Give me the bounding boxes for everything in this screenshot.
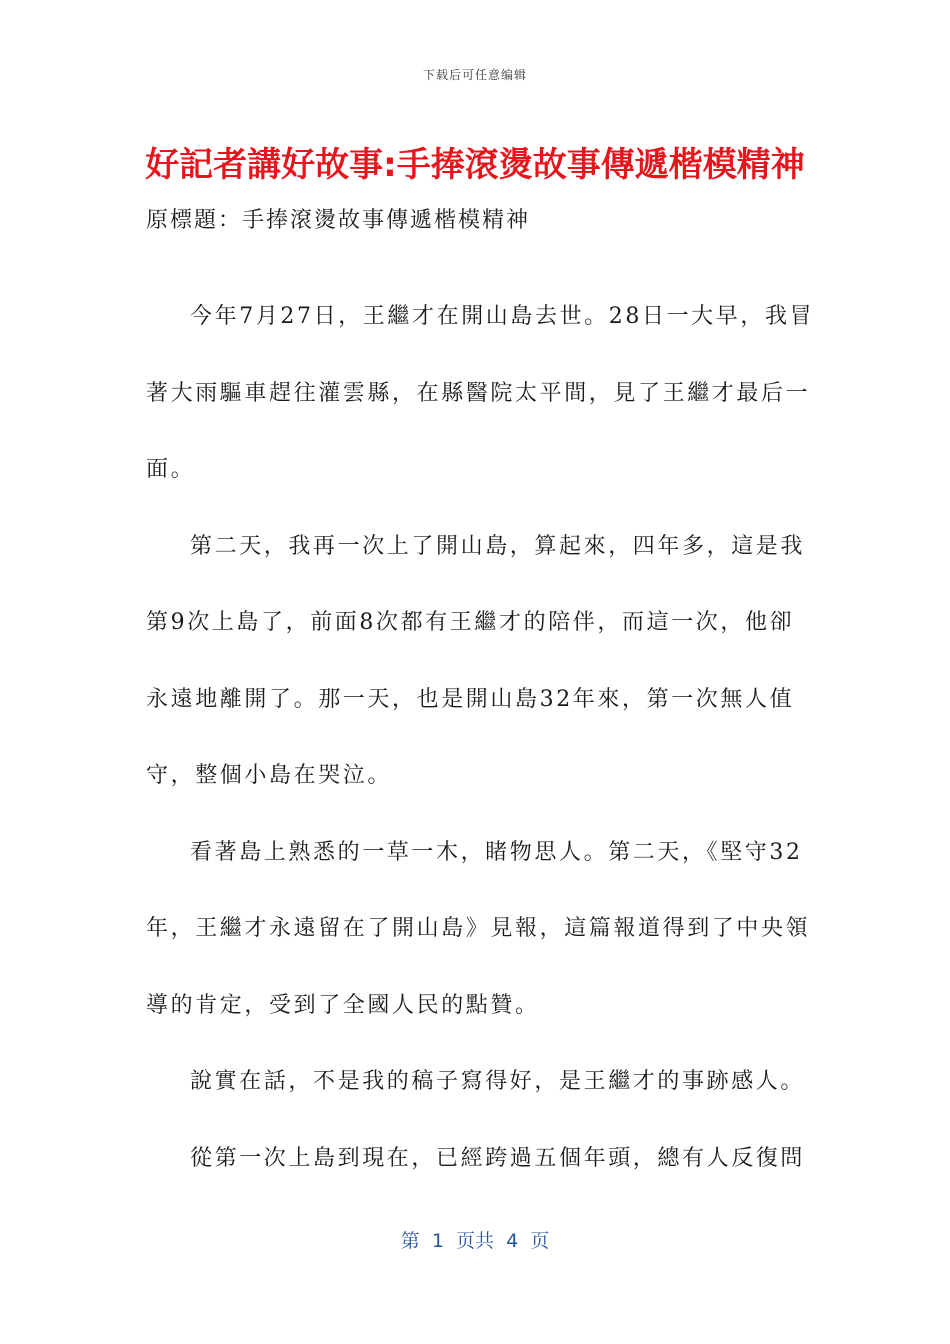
paragraph: 今年7月27日，王繼才在開山島去世。28日一大早，我冒著大雨驅車趕往灌雲縣，在縣醫院太平間，見了王繼才最后一面。 (146, 304, 815, 482)
paragraph: 看著島上熟悉的一草一木，睹物思人。第二天，《堅守32年，王繼才永遠留在了開山島》見報，這篇報道得到了中央領導的肯定，受到了全國人民的點贊。 (146, 839, 811, 1018)
page-number-footer: 第 1 页共 4 页 (400, 1230, 550, 1252)
article-body (146, 279, 816, 1197)
paragraph: 從第一次上島到現在，已經跨過五個年頭，總有人反復問 (190, 1145, 806, 1171)
document-title: 好記者講好故事:手捧滾燙故事傳遞楷模精神 (145, 145, 805, 185)
paragraph: 第二天，我再一次上了開山島，算起來，四年多，這是我第9次上島了，前面8次都有王繼才的陪伴，而這一次，他卻永遠地離開了。那一天，也是開山島32年來，第一次無人值守，整個小島在哭泣。 (146, 533, 806, 788)
header-note: 下载后可任意编辑 (422, 68, 527, 82)
paragraph: 說實在話，不是我的稿子寫得好，是王繼才的事跡感人。 (190, 1069, 806, 1094)
original-title-line: 原標題：手捧滾燙故事傳遞楷模精神 (146, 208, 531, 233)
